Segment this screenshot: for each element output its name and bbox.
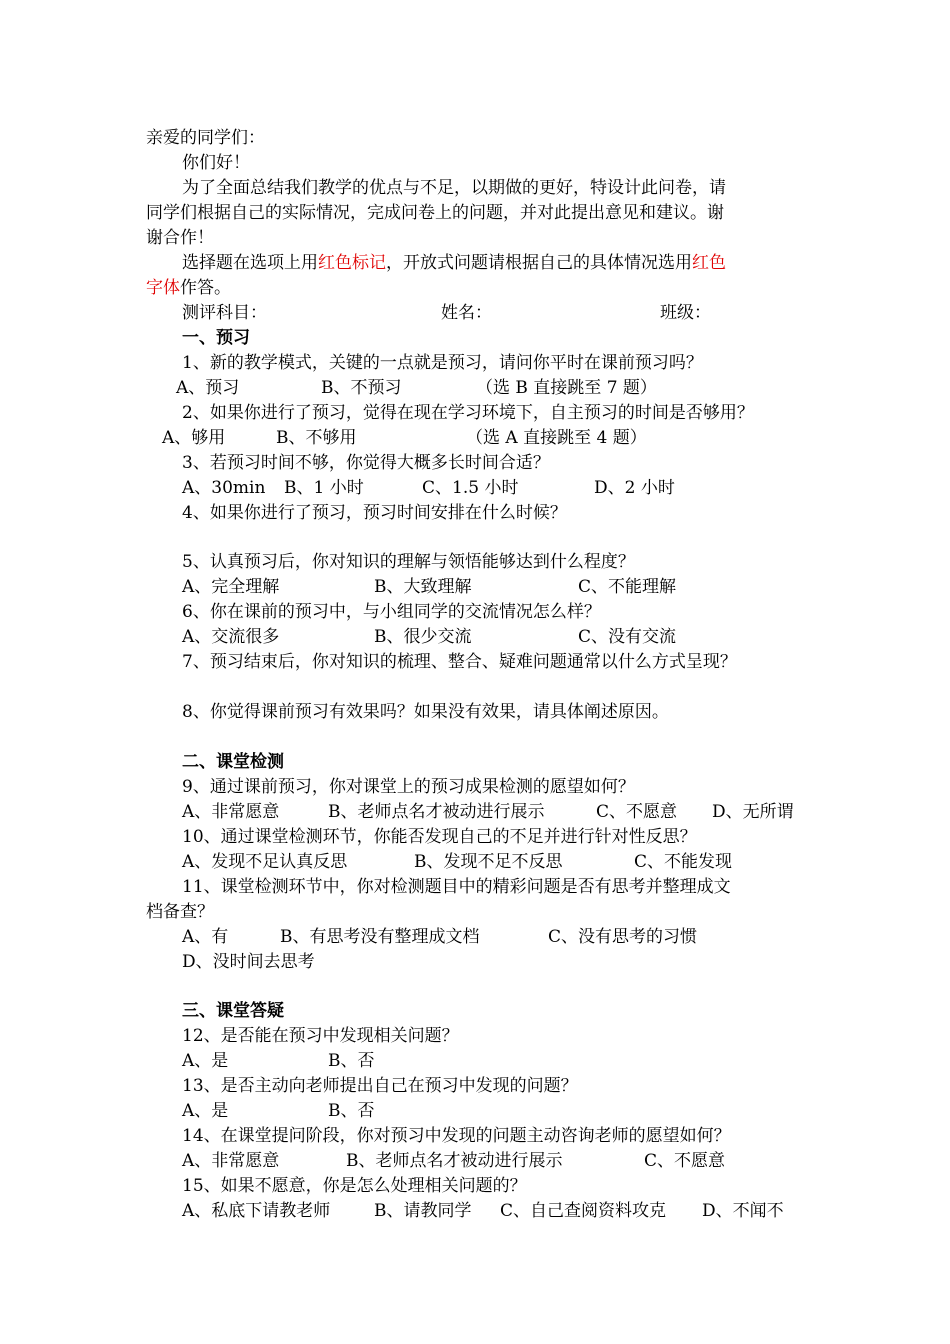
section-heading-classroom-test: 二、课堂检测 [182,752,284,772]
q9-option-c[interactable]: C、不愿意 [596,802,678,822]
subject-field-label: 测评科目： [182,303,267,323]
question-13: 13、是否主动向老师提出自己在预习中发现的问题？ [182,1076,578,1096]
q15-option-b[interactable]: B、请教同学 [374,1201,472,1221]
q14-option-b[interactable]: B、老师点名才被动进行展示 [346,1151,563,1171]
q15-option-c[interactable]: C、自己查阅资料攻克 [500,1201,667,1221]
q9-option-d[interactable]: D、无所谓 [712,802,794,822]
instr-red-mark: 红色标记 [318,253,386,273]
q12-option-b[interactable]: B、否 [328,1051,375,1071]
intro-line-2: 同学们根据自己的实际情况，完成问卷上的问题，并对此提出意见和建议。谢 [146,203,724,223]
instr-text: 作答。 [180,278,231,298]
question-8: 8、你觉得课前预习有效果吗？如果没有效果，请具体阐述原因。 [182,702,669,722]
instruction-line-1 [182,251,726,276]
question-2: 2、如果你进行了预习，觉得在现在学习环境下，自主预习的时间是否够用？ [182,403,754,423]
instruction-line-2 [146,276,231,301]
q2-note: （选 A 直接跳至 4 题） [466,428,647,448]
instr-red-word: 字体 [146,278,180,298]
question-12: 12、是否能在预习中发现相关问题？ [182,1026,459,1046]
intro-line-1: 为了全面总结我们教学的优点与不足，以期做的更好，特设计此问卷，请 [182,178,726,198]
question-11-line-2: 档备查？ [146,902,214,922]
q10-option-b[interactable]: B、发现不足不反思 [414,852,563,872]
q1-option-b[interactable]: B、不预习 [321,378,402,398]
q10-option-c[interactable]: C、不能发现 [634,852,733,872]
question-4: 4、如果你进行了预习，预习时间安排在什么时候？ [182,503,567,523]
q5-option-a[interactable]: A、完全理解 [182,577,280,597]
hello: 你们好！ [182,153,250,173]
q5-option-c[interactable]: C、不能理解 [578,577,677,597]
instr-text: ，开放式问题请根据自己的具体情况选用 [386,253,692,273]
instr-red-word: 红色 [692,253,726,273]
question-14: 14、在课堂提问阶段，你对预习中发现的问题主动咨询老师的愿望如何？ [182,1126,731,1146]
q6-option-b[interactable]: B、很少交流 [374,627,472,647]
q3-option-d[interactable]: D、2 小时 [594,478,675,498]
q1-note: （选 B 直接跳至 7 题） [476,378,657,398]
section-heading-preview: 一、预习 [182,328,250,348]
q10-option-a[interactable]: A、发现不足认真反思 [182,852,348,872]
q6-option-a[interactable]: A、交流很多 [182,627,280,647]
intro-line-3: 谢合作！ [146,228,214,248]
q13-option-b[interactable]: B、否 [328,1101,375,1121]
question-10: 10、通过课堂检测环节，你能否发现自己的不足并进行针对性反思？ [182,827,697,847]
q14-option-c[interactable]: C、不愿意 [644,1151,726,1171]
question-15: 15、如果不愿意，你是怎么处理相关问题的？ [182,1176,527,1196]
q2-option-b[interactable]: B、不够用 [276,428,357,448]
q5-option-b[interactable]: B、大致理解 [374,577,472,597]
question-1: 1、新的教学模式，关键的一点就是预习，请问你平时在课前预习吗？ [182,353,703,373]
q15-option-a[interactable]: A、私底下请教老师 [182,1201,331,1221]
q2-option-a[interactable]: A、够用 [162,428,226,448]
question-7: 7、预习结束后，你对知识的梳理、整合、疑难问题通常以什么方式呈现？ [182,652,737,672]
q11-option-b[interactable]: B、有思考没有整理成文档 [280,927,480,947]
greeting: 亲爱的同学们： [146,128,265,148]
q3-option-c[interactable]: C、1.5 小时 [422,478,519,498]
q13-option-a[interactable]: A、是 [182,1101,229,1121]
q9-option-b[interactable]: B、老师点名才被动进行展示 [328,802,545,822]
q14-option-a[interactable]: A、非常愿意 [182,1151,280,1171]
question-5: 5、认真预习后，你对知识的理解与领悟能够达到什么程度？ [182,552,635,572]
q11-option-c[interactable]: C、没有思考的习惯 [548,927,698,947]
question-3: 3、若预习时间不够，你觉得大概多长时间合适？ [182,453,550,473]
q12-option-a[interactable]: A、是 [182,1051,229,1071]
q6-option-c[interactable]: C、没有交流 [578,627,677,647]
q3-option-b[interactable]: B、1 小时 [284,478,364,498]
question-9: 9、通过课前预习，你对课堂上的预习成果检测的愿望如何？ [182,777,635,797]
class-field-label: 班级： [660,303,711,323]
q9-option-a[interactable]: A、非常愿意 [182,802,280,822]
section-heading-classroom-qa: 三、课堂答疑 [182,1001,284,1021]
instr-text: 选择题在选项上用 [182,253,318,273]
question-11-line-1: 11、课堂检测环节中，你对检测题目中的精彩问题是否有思考并整理成文 [182,877,731,897]
q11-option-a[interactable]: A、有 [182,927,229,947]
q3-option-a[interactable]: A、30min [182,478,266,498]
name-field-label: 姓名： [441,303,492,323]
q11-option-d[interactable]: D、没时间去思考 [182,952,315,972]
question-6: 6、你在课前的预习中，与小组同学的交流情况怎么样？ [182,602,601,622]
q15-option-d[interactable]: D、不闻不 [702,1201,784,1221]
q1-option-a[interactable]: A、预习 [176,378,240,398]
